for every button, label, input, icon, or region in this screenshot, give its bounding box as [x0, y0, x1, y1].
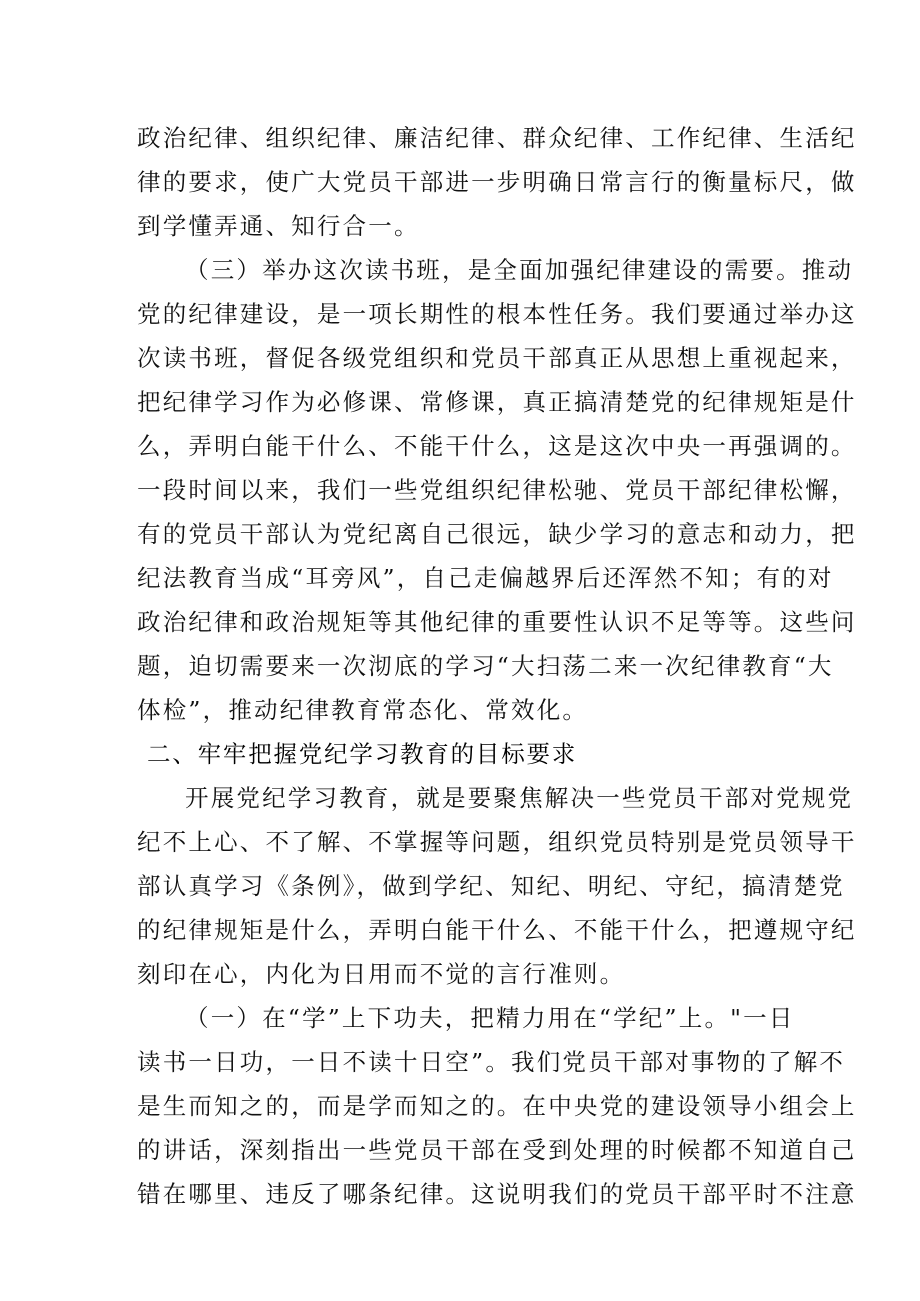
body-text-line: 题，迫切需要来一次沏底的学习“大扫荡二来一次纪律教育“大: [137, 652, 834, 680]
body-text-line: 部认真学习《条例》，做到学纪、知纪、明纪、守纪，搞清楚党: [137, 872, 845, 900]
body-text-line: 一段时间以来，我们一些党组织纪律松驰、党员干部纪律松懈，: [137, 476, 857, 504]
body-text-line: 律的要求，使广大党员干部进一步明确日常言行的衡量标尺，做: [137, 168, 857, 196]
body-text-line: 体检”，推动纪律教育常态化、常效化。: [137, 696, 589, 724]
body-text-line: 政治纪律、组织纪律、廉洁纪律、群众纪律、工作纪律、生活纪: [137, 124, 857, 152]
body-text-line: 纪法教育当成“耳旁风”，自己走偏越界后还浑然不知；有的对: [137, 564, 834, 592]
body-text-line: 把纪律学习作为必修课、常修课，真正搞清楚党的纪律规矩是什: [137, 388, 857, 416]
body-text-line: 到学懂弄通、知行合一。: [137, 212, 420, 240]
body-text-line: 次读书班，督促各级党组织和党员干部真正从思想上重视起来，: [137, 344, 857, 372]
body-text-line: （一）在“学”上下功夫，把精力用在“学纪”上。"一日: [185, 1004, 795, 1032]
body-text-line: 纪不上心、不了解、不掌握等问题，组织党员特别是党员领导干: [137, 828, 857, 856]
body-text-line: 党的纪律建设，是一项长期性的根本性任务。我们要通过举办这: [137, 300, 857, 328]
body-text-line: 么，弄明白能干什么、不能干什么，这是这次中央一再强调的。: [137, 432, 857, 460]
body-text-line: 的讲话，深刻指出一些党员干部在受到处理的时候都不知道自己: [137, 1136, 857, 1164]
document-body: [137, 116, 857, 1216]
body-text-line: 刻印在心，内化为日用而不觉的言行准则。: [137, 960, 626, 988]
section-heading: 二、牢牢把握党纪学习教育的目标要求: [147, 740, 578, 768]
body-text-line: 政治纪律和政治规矩等其他纪律的重要性认识不足等等。这些问: [137, 608, 857, 636]
body-text-line: 有的党员干部认为党纪离自己很远，缺少学习的意志和动力，把: [137, 520, 857, 548]
body-text-line: 错在哪里、违反了哪条纪律。这说明我们的党员干部平时不注意: [137, 1180, 857, 1208]
body-text-line: 读书一日功，一日不读十日空”。我们党员干部对事物的了解不: [137, 1048, 846, 1076]
body-text-line: （三）举办这次读书班，是全面加强纪律建设的需要。推动: [185, 256, 854, 284]
body-text-line: 的纪律规矩是什么，弄明白能干什么、不能干什么，把遵规守纪: [137, 916, 857, 944]
body-text-line: 是生而知之的，而是学而知之的。在中央党的建设领导小组会上: [137, 1092, 857, 1120]
body-text-line: 开展党纪学习教育，就是要聚焦解决一些党员干部对党规党: [185, 784, 854, 812]
